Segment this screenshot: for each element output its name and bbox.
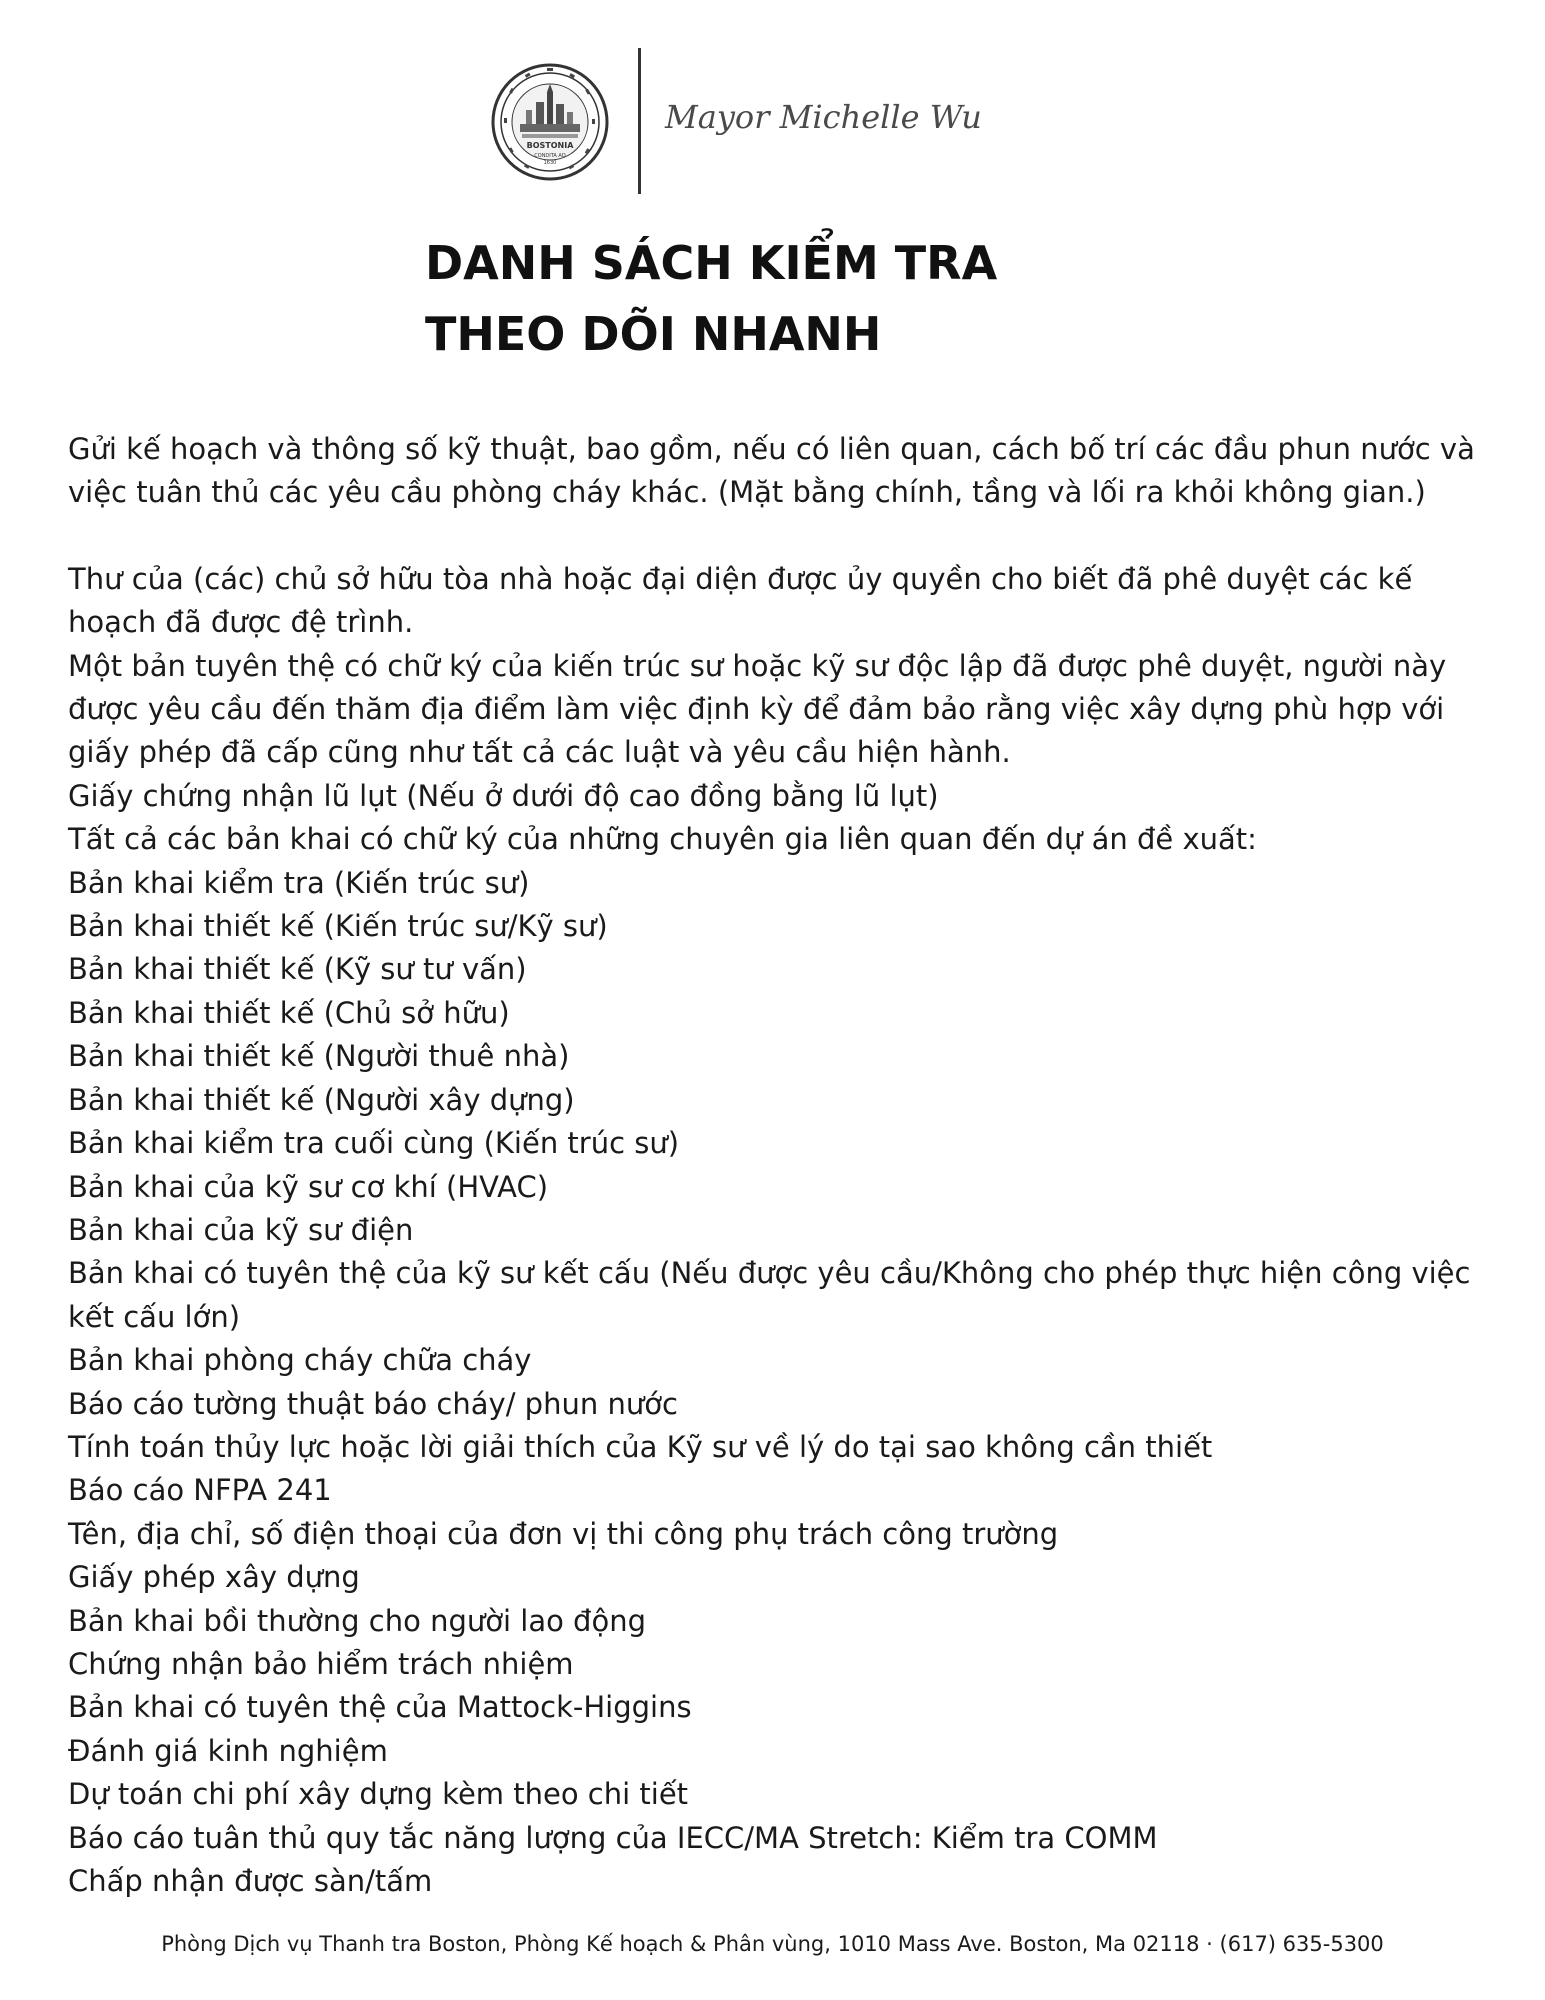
list-item: Chấp nhận được sàn/tấm	[68, 1864, 433, 1898]
page-footer: Phòng Dịch vụ Thanh tra Boston, Phòng Kế hoạch & Phân vùng, 1010 Mass Ave. Boston, Ma 02118 · (617) 635-5300	[161, 1932, 1384, 1956]
svg-text:CONDITA AD: CONDITA AD	[534, 153, 566, 159]
intro-paragraph: Gửi kế hoạch và thông số kỹ thuật, bao gồm, nếu có liên quan, cách bố trí các đầu phun nước và việc tuân thủ các yêu cầu phòng cháy khác. (Mặt bằng chính, tầng và lối ra khỏi không gian.)	[68, 432, 1475, 510]
list-item: Bản khai thiết kế (Người thuê nhà)	[68, 1039, 570, 1074]
list-item: Bản khai thiết kế (Kỹ sư tư vấn)	[68, 952, 527, 987]
list-item: Bản khai thiết kế (Người xây dựng)	[68, 1082, 575, 1117]
header-divider	[638, 48, 641, 194]
title-line-2: THEO DÕI NHANH	[425, 307, 882, 361]
svg-text:1630: 1630	[543, 160, 557, 166]
list-item: Bản khai thiết kế (Chủ sở hữu)	[68, 995, 510, 1030]
list-item: Bản khai bồi thường cho người lao động	[68, 1603, 646, 1638]
list-item: Bản khai có tuyên thệ của Mattock-Higgins	[68, 1690, 692, 1725]
list-item: Thư của (các) chủ sở hữu tòa nhà hoặc đại diện được ủy quyền cho biết đã phê duyệt các kế hoạch đã được đệ trình.	[68, 561, 1413, 640]
list-item: Giấy phép xây dựng	[68, 1560, 360, 1595]
list-item: Báo cáo NFPA 241	[68, 1473, 332, 1508]
letterhead	[490, 48, 1050, 194]
list-item: Tất cả các bản khai có chữ ký của những chuyên gia liên quan đến dự án đề xuất:	[68, 822, 1257, 857]
svg-text:BOSTONIA: BOSTONIA	[526, 141, 574, 150]
list-item: Giấy chứng nhận lũ lụt (Nếu ở dưới độ cao đồng bằng lũ lụt)	[68, 778, 939, 813]
list-item: Bản khai của kỹ sư cơ khí (HVAC)	[68, 1169, 549, 1204]
boston-city-seal-icon	[490, 62, 610, 182]
checklist-body	[68, 428, 1488, 1903]
list-item: Đánh giá kinh nghiệm	[68, 1733, 388, 1768]
list-item: Tên, địa chỉ, số điện thoại của đơn vị thi công phụ trách công trường	[68, 1516, 1059, 1551]
list-item: Bản khai kiểm tra (Kiến trúc sư)	[68, 865, 530, 900]
list-item: Bản khai thiết kế (Kiến trúc sư/Kỹ sư)	[68, 909, 608, 944]
list-item: Một bản tuyên thệ có chữ ký của kiến trúc sư hoặc kỹ sư độc lập đã được phê duyệt, người này được yêu cầu đến thăm địa điểm làm việc định kỳ để đảm bảo rằng việc xây dựng phù hợp với giấy phép đã cấp cũng như tất cả các luật và yêu cầu hiện hành.	[68, 648, 1447, 770]
title-line-1: DANH SÁCH KIỂM TRA	[425, 236, 998, 290]
list-item: Bản khai kiểm tra cuối cùng (Kiến trúc sư)	[68, 1126, 680, 1161]
mayor-name: Mayor Michelle Wu	[665, 98, 982, 136]
list-item: Dự toán chi phí xây dựng kèm theo chi tiết	[68, 1777, 689, 1812]
list-item: Chứng nhận bảo hiểm trách nhiệm	[68, 1646, 574, 1681]
list-item: Bản khai có tuyên thệ của kỹ sư kết cấu (Nếu được yêu cầu/Không cho phép thực hiện công việc kết cấu lớn)	[68, 1256, 1471, 1334]
list-item: Báo cáo tường thuật báo cháy/ phun nước	[68, 1386, 678, 1421]
document-title	[425, 228, 997, 370]
list-item: Báo cáo tuân thủ quy tắc năng lượng của IECC/MA Stretch: Kiểm tra COMM	[68, 1820, 1158, 1855]
paragraph-spacer	[68, 515, 1488, 558]
list-item: Bản khai phòng cháy chữa cháy	[68, 1343, 532, 1378]
list-item: Tính toán thủy lực hoặc lời giải thích của Kỹ sư về lý do tại sao không cần thiết	[68, 1429, 1213, 1464]
list-item: Bản khai của kỹ sư điện	[68, 1212, 414, 1247]
